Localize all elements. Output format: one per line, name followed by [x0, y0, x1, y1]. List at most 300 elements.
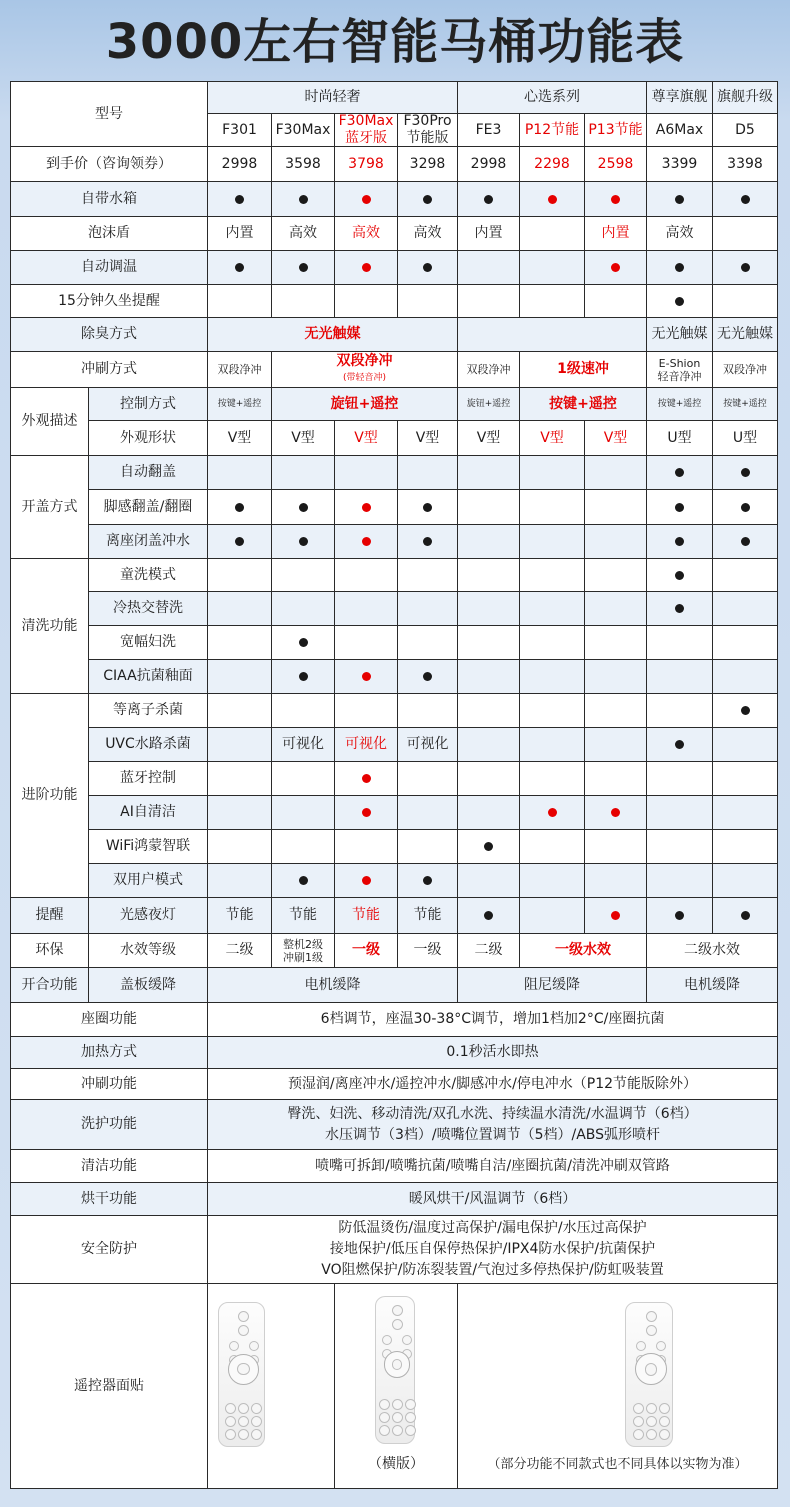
value-cell — [520, 592, 585, 626]
value-cell: 双段净冲 — [208, 352, 272, 388]
page-title: 3000左右智能马桶功能表 — [105, 14, 685, 70]
value-cell — [398, 626, 458, 660]
model-name: A6Max — [647, 114, 713, 147]
value-cell — [713, 864, 778, 898]
value-cell — [208, 525, 272, 559]
value-cell: 节能 — [208, 898, 272, 934]
value-cell — [272, 796, 335, 830]
value-cell — [713, 490, 778, 525]
check-dot-icon — [548, 808, 557, 817]
value-cell — [458, 864, 520, 898]
value-cell — [647, 898, 713, 934]
value-cell — [520, 898, 585, 934]
remote-button-icon — [238, 1429, 249, 1440]
value-cell — [335, 592, 398, 626]
remote-button-icon — [645, 1363, 658, 1376]
model-name: F30Pro 节能版 — [398, 114, 458, 147]
value-cell — [520, 182, 585, 217]
check-dot-icon — [423, 537, 432, 546]
value-cell: 无光触媒 — [208, 318, 458, 352]
flush-main: 双段净冲 — [336, 352, 393, 369]
feature-label: 冷热交替洗 — [89, 592, 208, 626]
value-cell — [398, 251, 458, 285]
value-cell — [647, 182, 713, 217]
feature-label: 烘干功能 — [10, 1183, 208, 1216]
value-cell — [585, 525, 647, 559]
check-dot-icon — [235, 263, 244, 272]
value-cell — [335, 490, 398, 525]
common-value: 0.1秒活水即热 — [208, 1037, 778, 1069]
value-cell — [520, 456, 585, 490]
remote-button-icon — [659, 1403, 670, 1414]
feature-label: 离座闭盖冲水 — [89, 525, 208, 559]
value-cell: V型 — [208, 421, 272, 456]
value-cell — [335, 525, 398, 559]
value-cell — [647, 762, 713, 796]
value-cell: V型 — [272, 421, 335, 456]
check-dot-icon — [235, 503, 244, 512]
check-dot-icon — [235, 195, 244, 204]
value-cell — [647, 251, 713, 285]
remote-button-icon — [392, 1305, 403, 1316]
remote-button-icon — [646, 1429, 657, 1440]
remote-button-icon — [646, 1325, 657, 1336]
check-dot-icon — [423, 876, 432, 885]
value-cell — [585, 762, 647, 796]
value-cell — [335, 660, 398, 694]
value-cell — [647, 626, 713, 660]
group-label: 清洗功能 — [10, 559, 89, 694]
value-cell — [585, 864, 647, 898]
remote-button-icon — [405, 1399, 416, 1410]
value-cell: 内置 — [458, 217, 520, 251]
value-cell: 电机缓降 — [208, 968, 458, 1003]
value-cell — [398, 796, 458, 830]
value-cell — [398, 592, 458, 626]
value-cell — [208, 830, 272, 864]
price-value: 2998 — [458, 147, 520, 182]
value-cell — [335, 285, 398, 318]
value-cell — [208, 490, 272, 525]
value-cell: 可视化 — [272, 728, 335, 762]
value-cell — [272, 285, 335, 318]
model-header: 型号 — [10, 81, 208, 147]
common-value: 喷嘴可拆卸/喷嘴抗菌/喷嘴自洁/座圈抗菌/清洗冲刷双管路 — [208, 1150, 778, 1183]
value-cell — [458, 592, 520, 626]
value-cell: 二级水效 — [647, 934, 778, 968]
value-cell — [520, 559, 585, 592]
remote-button-icon — [238, 1325, 249, 1336]
value-cell: 按键+遥控 — [208, 388, 272, 421]
value-cell — [458, 728, 520, 762]
value-cell — [713, 796, 778, 830]
value-cell — [335, 182, 398, 217]
value-cell — [398, 559, 458, 592]
remote-cell — [335, 1284, 458, 1489]
remote-button-icon — [633, 1429, 644, 1440]
check-dot-icon — [423, 263, 432, 272]
remote-button-icon — [646, 1416, 657, 1427]
group-label: 开盖方式 — [10, 456, 89, 559]
remote-button-icon — [237, 1363, 249, 1375]
value-cell: 高效 — [647, 217, 713, 251]
check-dot-icon — [611, 263, 620, 272]
price-value: 2298 — [520, 147, 585, 182]
check-dot-icon — [362, 808, 371, 817]
remote-control-image — [218, 1302, 265, 1447]
value-cell — [647, 592, 713, 626]
remote-button-icon — [238, 1311, 249, 1322]
remote-cell — [208, 1284, 335, 1489]
value-cell: 按键+遥控 — [647, 388, 713, 421]
remote-button-icon — [659, 1416, 670, 1427]
value-cell — [458, 660, 520, 694]
price-value: 3398 — [713, 147, 778, 182]
remote-button-icon — [405, 1425, 416, 1436]
group-label: 提醒 — [10, 898, 89, 934]
remote-button-icon — [379, 1399, 390, 1410]
value-cell: 按键+遥控 — [520, 388, 647, 421]
value-cell: 无光触媒 — [713, 318, 778, 352]
check-dot-icon — [299, 638, 308, 647]
feature-label: 盖板缓降 — [89, 968, 208, 1003]
value-cell — [398, 830, 458, 864]
value-cell — [272, 660, 335, 694]
value-cell — [585, 830, 647, 864]
value-cell — [335, 762, 398, 796]
group-label: 环保 — [10, 934, 89, 968]
flush-sub: (带轻音冲) — [342, 372, 387, 383]
check-dot-icon — [423, 503, 432, 512]
value-cell — [585, 251, 647, 285]
value-cell — [335, 456, 398, 490]
value-cell — [520, 830, 585, 864]
value-cell — [208, 660, 272, 694]
value-cell — [713, 525, 778, 559]
series-header: 时尚轻奢 — [208, 81, 458, 114]
remote-button-icon — [646, 1403, 657, 1414]
value-cell: 旋钮+遥控 — [458, 388, 520, 421]
feature-label: 冲刷方式 — [10, 352, 208, 388]
feature-label: 外观形状 — [89, 421, 208, 456]
check-dot-icon — [741, 195, 750, 204]
remote-button-icon — [225, 1429, 236, 1440]
value-cell: V型 — [520, 421, 585, 456]
value-cell: V型 — [335, 421, 398, 456]
model-name: FE3 — [458, 114, 520, 147]
remote-button-icon — [402, 1335, 412, 1345]
value-cell — [208, 182, 272, 217]
feature-label: UVC水路杀菌 — [89, 728, 208, 762]
value-cell — [272, 525, 335, 559]
value-cell: 无光触媒 — [647, 318, 713, 352]
value-cell — [458, 251, 520, 285]
value-cell — [398, 660, 458, 694]
price-label: 到手价（咨询领券） — [10, 147, 208, 182]
remote-button-icon — [382, 1335, 392, 1345]
value-cell — [458, 559, 520, 592]
remote-button-icon — [636, 1341, 646, 1351]
value-cell — [272, 762, 335, 796]
value-cell — [458, 830, 520, 864]
feature-table — [10, 81, 778, 1489]
feature-label: 自带水箱 — [10, 182, 208, 217]
remote-button-icon — [238, 1403, 249, 1414]
price-value: 3798 — [335, 147, 398, 182]
remote-button-icon — [251, 1429, 262, 1440]
price-value: 3399 — [647, 147, 713, 182]
value-cell: V型 — [585, 421, 647, 456]
value-cell — [713, 660, 778, 694]
feature-label: 座圈功能 — [10, 1003, 208, 1037]
remote-button-icon — [392, 1319, 403, 1330]
value-cell: 电机缓降 — [647, 968, 778, 1003]
remote-button-icon — [633, 1403, 644, 1414]
value-cell — [585, 456, 647, 490]
value-cell: 内置 — [208, 217, 272, 251]
value-cell — [585, 592, 647, 626]
value-cell — [520, 217, 585, 251]
feature-label: CIAA抗菌釉面 — [89, 660, 208, 694]
check-dot-icon — [299, 672, 308, 681]
value-cell — [647, 728, 713, 762]
check-dot-icon — [741, 503, 750, 512]
check-dot-icon — [362, 876, 371, 885]
value-cell — [398, 182, 458, 217]
value-cell — [208, 592, 272, 626]
remote-control-image — [375, 1296, 415, 1444]
model-name: F30Max 蓝牙版 — [335, 114, 398, 147]
value-cell — [647, 525, 713, 559]
value-cell: 节能 — [272, 898, 335, 934]
value-cell — [398, 525, 458, 559]
common-value: 臀洗、妇洗、移动清洗/双孔水洗、持续温水清洗/水温调节（6档） 水压调节（3档）/喷嘴位置调节（5档）/ABS弧形喷杆 — [208, 1100, 778, 1150]
value-cell: 高效 — [272, 217, 335, 251]
remote-button-icon — [229, 1341, 239, 1351]
value-cell: 一级 — [335, 934, 398, 968]
check-dot-icon — [611, 808, 620, 817]
check-dot-icon — [362, 537, 371, 546]
feature-label: 安全防护 — [10, 1216, 208, 1284]
group-label: 进阶功能 — [10, 694, 89, 898]
remote-button-icon — [379, 1412, 390, 1423]
check-dot-icon — [675, 263, 684, 272]
series-header: 旗舰升级 — [713, 81, 778, 114]
feature-label: 童洗模式 — [89, 559, 208, 592]
check-dot-icon — [235, 537, 244, 546]
feature-label: 洗护功能 — [10, 1100, 208, 1150]
group-label: 开合功能 — [10, 968, 89, 1003]
value-cell — [647, 694, 713, 728]
value-cell — [585, 490, 647, 525]
price-value: 2598 — [585, 147, 647, 182]
value-cell: 内置 — [585, 217, 647, 251]
price-value: 3598 — [272, 147, 335, 182]
remote-button-icon — [646, 1311, 657, 1322]
value-cell — [585, 694, 647, 728]
check-dot-icon — [675, 195, 684, 204]
value-cell: 1级速冲 — [520, 352, 647, 388]
remote-caption: （横版） — [368, 1456, 424, 1472]
model-name: F30Max — [272, 114, 335, 147]
value-cell — [458, 694, 520, 728]
value-cell — [520, 660, 585, 694]
feature-label: WiFi鸿蒙智联 — [89, 830, 208, 864]
remote-button-icon — [656, 1341, 666, 1351]
value-cell — [585, 559, 647, 592]
feature-label: 光感夜灯 — [89, 898, 208, 934]
check-dot-icon — [362, 672, 371, 681]
check-dot-icon — [675, 604, 684, 613]
value-cell — [335, 864, 398, 898]
feature-label: 自动调温 — [10, 251, 208, 285]
check-dot-icon — [675, 571, 684, 580]
value-cell — [272, 352, 458, 388]
value-cell — [585, 728, 647, 762]
value-cell — [272, 694, 335, 728]
check-dot-icon — [611, 195, 620, 204]
value-cell — [458, 525, 520, 559]
value-cell — [647, 490, 713, 525]
value-cell — [647, 864, 713, 898]
value-cell — [208, 559, 272, 592]
value-cell — [713, 456, 778, 490]
value-cell — [647, 660, 713, 694]
price-value: 2998 — [208, 147, 272, 182]
value-cell — [272, 456, 335, 490]
value-cell: 整机2级 冲刷1级 — [272, 934, 335, 968]
value-cell: E-Shion 轻音净冲 — [647, 352, 713, 388]
value-cell — [208, 456, 272, 490]
check-dot-icon — [675, 468, 684, 477]
value-cell — [647, 830, 713, 864]
value-cell — [647, 796, 713, 830]
value-cell — [713, 285, 778, 318]
value-cell — [272, 626, 335, 660]
model-name: P12节能 — [520, 114, 585, 147]
remote-cell — [458, 1284, 778, 1489]
value-cell — [272, 864, 335, 898]
feature-label: 控制方式 — [89, 388, 208, 421]
value-cell — [520, 626, 585, 660]
model-name: D5 — [713, 114, 778, 147]
remote-button-icon — [405, 1412, 416, 1423]
value-cell: U型 — [647, 421, 713, 456]
value-cell — [713, 898, 778, 934]
value-cell — [398, 490, 458, 525]
feature-label: 加热方式 — [10, 1037, 208, 1069]
value-cell — [335, 626, 398, 660]
value-cell — [208, 251, 272, 285]
value-cell — [398, 864, 458, 898]
value-cell — [335, 251, 398, 285]
value-cell — [272, 490, 335, 525]
value-cell: U型 — [713, 421, 778, 456]
feature-label: 冲刷功能 — [10, 1069, 208, 1100]
value-cell — [208, 285, 272, 318]
remote-button-icon — [633, 1416, 644, 1427]
value-cell — [585, 182, 647, 217]
value-cell — [520, 796, 585, 830]
feature-label: 遥控器面贴 — [10, 1284, 208, 1489]
value-cell — [520, 251, 585, 285]
check-dot-icon — [484, 195, 493, 204]
value-cell — [713, 559, 778, 592]
value-cell — [208, 694, 272, 728]
value-cell — [398, 456, 458, 490]
check-dot-icon — [675, 297, 684, 306]
series-header: 心选系列 — [458, 81, 647, 114]
value-cell — [713, 251, 778, 285]
remote-caption: （部分功能不同款式也不同具体以实物为准） — [487, 1457, 748, 1472]
value-cell — [585, 626, 647, 660]
value-cell: 二级 — [208, 934, 272, 968]
feature-label: 15分钟久坐提醒 — [10, 285, 208, 318]
feature-label: 水效等级 — [89, 934, 208, 968]
check-dot-icon — [741, 706, 750, 715]
value-cell: 一级水效 — [520, 934, 647, 968]
value-cell — [713, 694, 778, 728]
check-dot-icon — [741, 263, 750, 272]
value-cell — [398, 694, 458, 728]
value-cell — [458, 898, 520, 934]
group-label: 外观描述 — [10, 388, 89, 456]
value-cell: 双段净冲 — [458, 352, 520, 388]
value-cell — [398, 762, 458, 796]
model-name: F301 — [208, 114, 272, 147]
value-cell — [335, 796, 398, 830]
check-dot-icon — [484, 911, 493, 920]
series-header: 尊享旗舰 — [647, 81, 713, 114]
remote-button-icon — [251, 1403, 262, 1414]
value-cell: 二级 — [458, 934, 520, 968]
value-cell: 高效 — [335, 217, 398, 251]
value-cell — [335, 694, 398, 728]
price-value: 3298 — [398, 147, 458, 182]
value-cell — [272, 830, 335, 864]
value-cell — [458, 456, 520, 490]
value-cell — [272, 251, 335, 285]
value-cell — [713, 217, 778, 251]
value-cell: V型 — [398, 421, 458, 456]
feature-label: 泡沫盾 — [10, 217, 208, 251]
value-cell — [208, 762, 272, 796]
feature-label: 清洁功能 — [10, 1150, 208, 1183]
feature-label: 自动翻盖 — [89, 456, 208, 490]
value-cell — [585, 898, 647, 934]
check-dot-icon — [423, 195, 432, 204]
remote-control-image — [625, 1302, 673, 1447]
value-cell — [520, 864, 585, 898]
remote-button-icon — [238, 1416, 249, 1427]
value-cell — [647, 456, 713, 490]
check-dot-icon — [299, 503, 308, 512]
value-cell — [208, 864, 272, 898]
check-dot-icon — [362, 774, 371, 783]
value-cell — [458, 285, 520, 318]
check-dot-icon — [299, 195, 308, 204]
value-cell — [713, 830, 778, 864]
common-value: 暖风烘干/风温调节（6档） — [208, 1183, 778, 1216]
value-cell: 可视化 — [335, 728, 398, 762]
remote-button-icon — [225, 1403, 236, 1414]
value-cell — [647, 285, 713, 318]
value-cell — [713, 182, 778, 217]
feature-label: 等离子杀菌 — [89, 694, 208, 728]
value-cell — [208, 728, 272, 762]
remote-button-icon — [392, 1399, 403, 1410]
check-dot-icon — [299, 537, 308, 546]
